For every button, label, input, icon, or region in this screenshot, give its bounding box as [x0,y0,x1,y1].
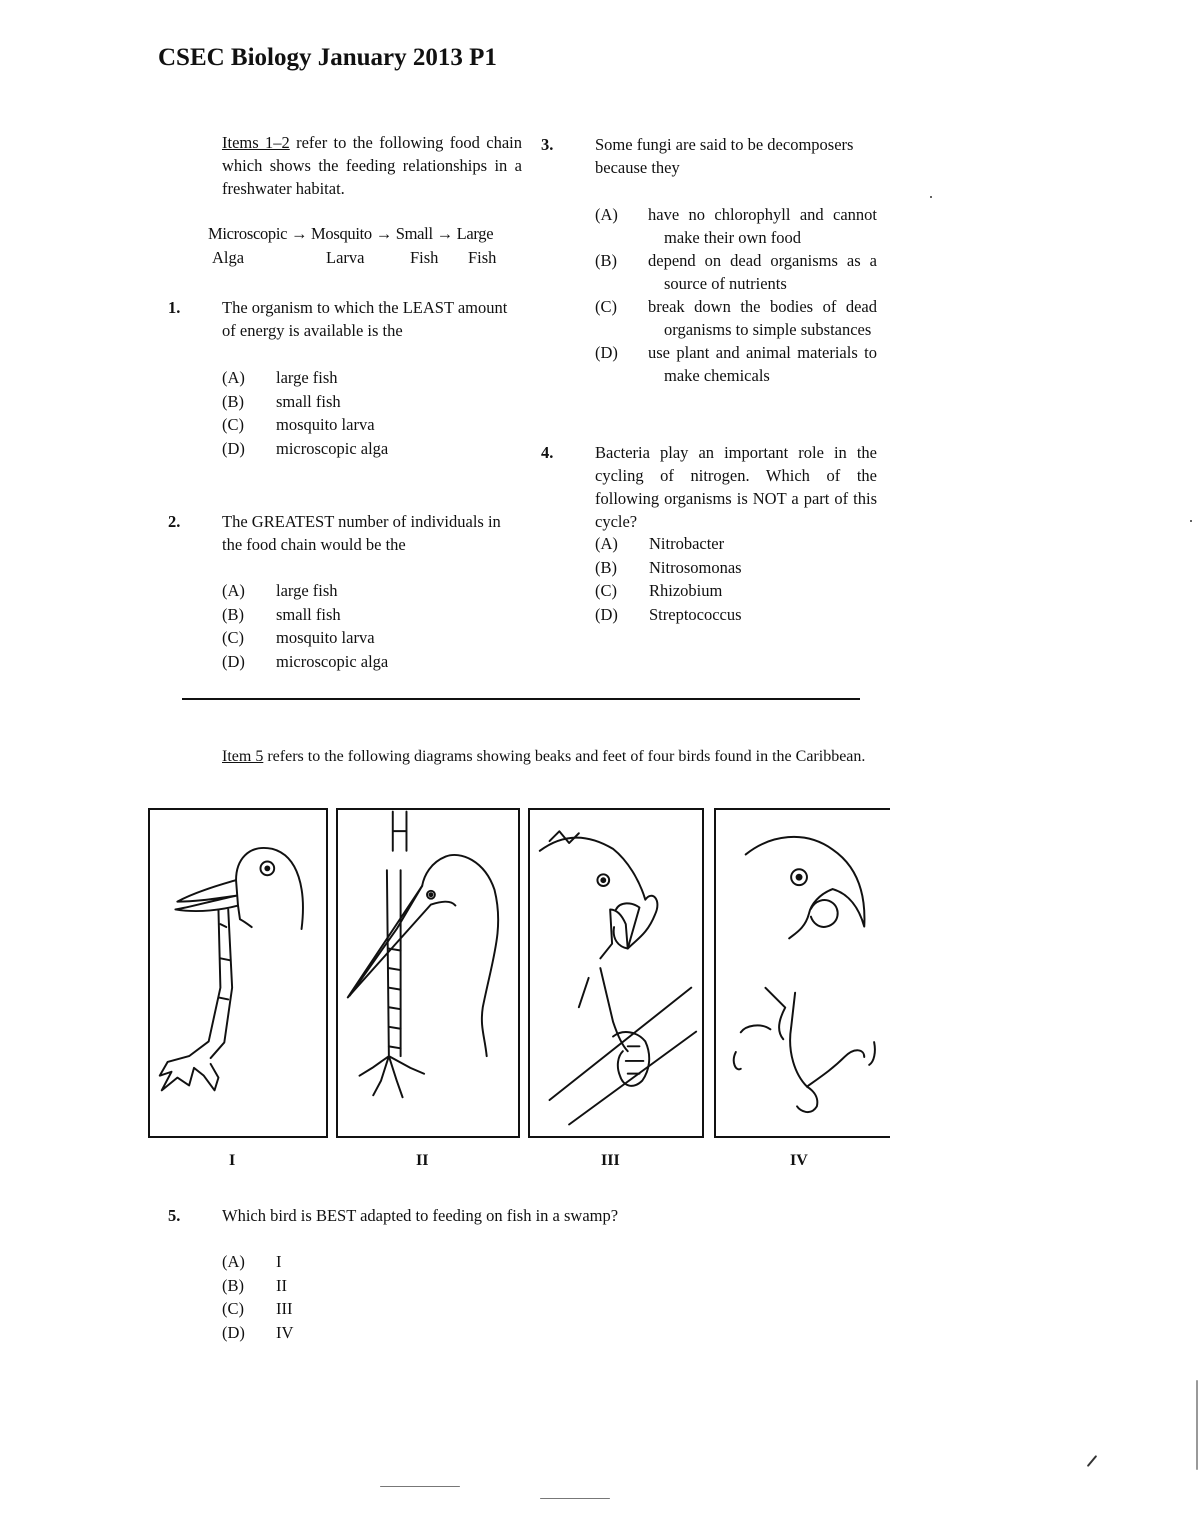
question-text: The organism to which the LEAST amount of energy is available is the [222,298,508,340]
option[interactable] [595,249,877,295]
bird-panel-label: IV [790,1152,808,1169]
scan-mark [540,1498,610,1499]
food-chain [208,224,538,272]
bird-iv-illustration [716,810,890,1136]
option-text: small fish [276,604,341,624]
option[interactable] [222,626,482,650]
option-letter: (A) [595,534,618,553]
options-list [595,532,855,626]
option[interactable] [595,295,877,341]
option-text: make their own food [664,228,802,247]
scan-mark [380,1486,460,1487]
option-letter: (B) [222,391,244,411]
option-letter: (D) [595,604,618,624]
option-letter: (C) [222,415,244,434]
option[interactable] [222,1274,422,1298]
option-letter: (A) [222,368,245,387]
option[interactable] [222,603,482,627]
option-letter: (C) [595,581,617,600]
option-letter: (B) [595,557,617,577]
option-text: IV [276,1322,294,1342]
option-letter: (A) [595,205,618,224]
option[interactable] [595,556,855,580]
food-chain-organism: Fish [410,248,439,267]
option-letter: (C) [595,297,617,316]
option-text: Streptococcus [649,604,742,624]
bird-panel-label: III [601,1152,620,1169]
option[interactable] [222,390,482,414]
option-text: have no chlorophyll and cannot [648,205,877,224]
option-text: small fish [276,391,341,411]
option[interactable] [595,579,855,603]
option-text: microscopic alga [276,438,389,458]
question-text: Some fungi are said to be decomposers because they [595,135,854,177]
question-text: Which bird is BEST adapted to feeding on fish in a swamp? [222,1206,619,1225]
option-text: break down the bodies of dead [648,297,877,316]
item-5-intro-text: refers to the following diagrams showing beaks and feet of four birds found in the Caribbean. [263,748,866,765]
option-text-block [648,295,877,341]
options-list [595,203,877,387]
option-text: use plant and animal materials to [648,343,877,362]
scan-mark [1087,1455,1098,1467]
option-text: II [276,1275,287,1295]
bird-panel-iv [714,808,890,1138]
scan-mark [930,196,932,198]
option[interactable] [222,650,482,674]
items-1-2-intro [222,131,522,200]
bird-iii-illustration [530,810,702,1136]
item-5-intro [222,748,865,766]
bird-panel-label: II [416,1152,429,1169]
scan-edge [1196,1380,1198,1470]
option[interactable] [595,341,877,387]
question-number: 4. [541,443,554,462]
option[interactable] [222,413,482,437]
options-list [222,366,482,460]
bird-panel-i [148,808,328,1138]
option-text-block [648,341,877,387]
question-number: 3. [541,135,554,154]
option-letter: (B) [222,604,244,624]
bird-panel-label: I [229,1152,236,1169]
option-text: microscopic alga [276,651,389,671]
option-letter: (B) [222,1275,244,1295]
option-text: organisms to simple substances [664,320,872,339]
option-text: make chemicals [664,366,770,385]
option[interactable] [222,1297,422,1321]
page-title: CSEC Biology January 2013 P1 [158,44,497,71]
question-text: Bacteria play an important role in the cycling of nitrogen. Which of the following organisms is NOT a part of this cycle? [595,443,877,531]
option[interactable] [222,437,482,461]
food-chain-organism: Alga [212,248,245,267]
option[interactable] [222,1250,422,1274]
section-divider [182,698,860,700]
option-letter: (D) [222,1322,245,1342]
scan-mark [1190,520,1192,522]
option-text: source of nutrients [664,274,787,293]
option-text: mosquito larva [276,415,375,434]
question-number: 1. [168,298,181,317]
option-text-block [648,203,877,249]
food-chain-organism: Fish [468,248,497,267]
bird-panel-ii [336,808,520,1138]
option-letter: (C) [222,628,244,647]
item-5-ref: Item 5 [222,748,264,765]
option-letter: (D) [595,343,618,362]
question-number: 2. [168,512,181,531]
option-text: mosquito larva [276,628,375,647]
option[interactable] [595,532,855,556]
option-text: Rhizobium [649,581,723,600]
option[interactable] [595,203,877,249]
option-letter: (A) [222,581,245,600]
option-text: I [276,1252,282,1271]
option-text: depend on dead organisms as a [648,251,877,270]
food-chain-organism: Larva [326,248,365,267]
option-letter: (B) [595,251,617,270]
options-list [222,1250,422,1344]
option-text: III [276,1299,293,1318]
option-text: Nitrosomonas [649,557,742,577]
option-letter: (D) [222,438,245,458]
question-text: The GREATEST number of individuals in the food chain would be the [222,512,501,554]
option-letter: (D) [222,651,245,671]
question-number: 5. [168,1206,181,1225]
option[interactable] [222,366,482,390]
option-letter: (A) [222,1252,245,1271]
option-text-block [648,249,877,295]
option[interactable] [222,1321,422,1345]
option-text: large fish [276,368,338,387]
options-list [222,579,482,673]
bird-i-illustration [150,810,326,1136]
option-text: large fish [276,581,338,600]
option-text: Nitrobacter [649,534,725,553]
bird-ii-illustration [338,810,518,1136]
option[interactable] [595,603,855,627]
items-1-2-ref: Items 1–2 [222,133,290,152]
items-1-2-intro-text: refer to the following food chain which shows the feeding relationships in a freshwater habitat. [222,133,522,198]
option-letter: (C) [222,1299,244,1318]
bird-panel-iii [528,808,704,1138]
option[interactable] [222,579,482,603]
food-chain-line: Microscopic → Mosquito → Small → Large [208,224,494,243]
